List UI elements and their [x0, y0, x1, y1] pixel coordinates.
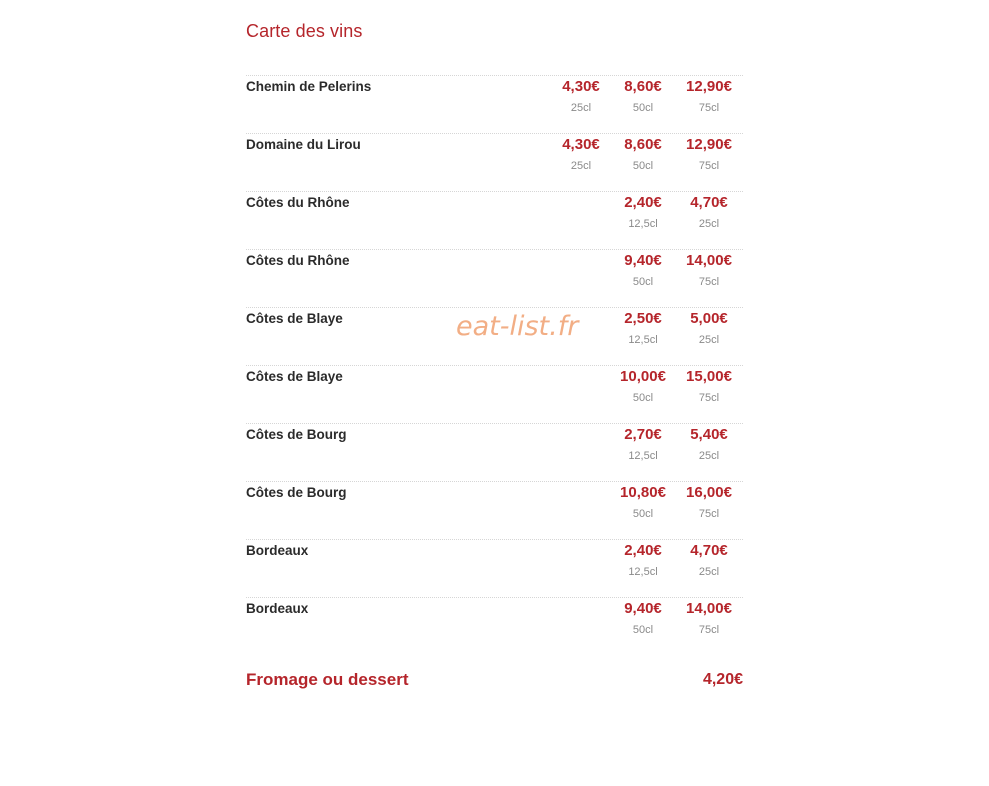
price-cell [546, 599, 616, 603]
volume: 50cl [632, 102, 654, 114]
wine-name: Bordeaux [246, 543, 309, 558]
volume: 50cl [632, 508, 654, 520]
price: 9,40€ [624, 600, 662, 617]
volume: 75cl [698, 624, 720, 636]
price: 4,70€ [690, 194, 728, 211]
wine-row [246, 133, 743, 191]
price: 4,30€ [562, 136, 600, 153]
price-cell [546, 367, 616, 371]
volume: 25cl [698, 218, 720, 230]
price-cell [674, 425, 744, 463]
wine-row [246, 75, 743, 133]
price: 8,60€ [624, 78, 662, 95]
dessert-price: 4,20€ [702, 671, 743, 688]
price-cell [546, 251, 616, 255]
price-cell [608, 483, 678, 521]
volume: 25cl [570, 160, 592, 172]
volume: 12,5cl [628, 566, 658, 578]
volume: 50cl [632, 624, 654, 636]
dessert-label: Fromage ou dessert [246, 670, 409, 689]
wine-row [246, 539, 743, 597]
price-cell [546, 425, 616, 429]
price: 9,40€ [624, 252, 662, 269]
price: 2,40€ [624, 542, 662, 559]
price-cell [608, 599, 678, 637]
wine-row [246, 365, 743, 423]
price: 2,40€ [624, 194, 662, 211]
wine-row [246, 191, 743, 249]
price-cell [608, 193, 678, 231]
wine-name: Côtes de Bourg [246, 427, 347, 442]
price: 8,60€ [624, 136, 662, 153]
volume: 50cl [632, 160, 654, 172]
price-cell [674, 541, 744, 579]
price-cell [608, 367, 678, 405]
volume: 25cl [698, 566, 720, 578]
wine-list [246, 75, 743, 655]
volume: 75cl [698, 508, 720, 520]
wine-name: Côtes de Blaye [246, 311, 343, 326]
menu-title: Carte des vins [246, 21, 363, 41]
volume: 25cl [698, 334, 720, 346]
wine-name: Chemin de Pelerins [246, 79, 372, 94]
price: 5,00€ [690, 310, 728, 327]
wine-name: Domaine du Lirou [246, 137, 361, 152]
price-cell [546, 135, 616, 173]
price-cell [546, 483, 616, 487]
price-cell [674, 599, 744, 637]
wine-name: Côtes de Blaye [246, 369, 343, 384]
price-cell [546, 541, 616, 545]
price-cell [608, 425, 678, 463]
price-cell [674, 251, 744, 289]
price: 14,00€ [686, 600, 732, 617]
price-cell [546, 77, 616, 115]
volume: 50cl [632, 276, 654, 288]
wine-row [246, 481, 743, 539]
price-cell [608, 541, 678, 579]
wine-row [246, 597, 743, 655]
wine-name: Côtes de Bourg [246, 485, 347, 500]
price-cell [546, 193, 616, 197]
price: 2,70€ [624, 426, 662, 443]
volume: 75cl [698, 102, 720, 114]
volume: 75cl [698, 276, 720, 288]
wine-name: Côtes du Rhône [246, 253, 350, 268]
price-cell [674, 135, 744, 173]
volume: 12,5cl [628, 218, 658, 230]
price-cell [608, 309, 678, 347]
price-cell [674, 193, 744, 231]
volume: 75cl [698, 392, 720, 404]
volume: 25cl [698, 450, 720, 462]
price-cell [674, 77, 744, 115]
watermark: eat-list.fr [456, 311, 579, 342]
price-cell [674, 483, 744, 521]
price: 4,30€ [562, 78, 600, 95]
volume: 25cl [570, 102, 592, 114]
wine-row [246, 423, 743, 481]
price: 12,90€ [686, 78, 732, 95]
volume: 12,5cl [628, 334, 658, 346]
price-cell [674, 367, 744, 405]
dessert-row [246, 670, 743, 694]
price: 10,00€ [620, 368, 666, 385]
price-cell [608, 251, 678, 289]
volume: 50cl [632, 392, 654, 404]
volume: 12,5cl [628, 450, 658, 462]
price: 12,90€ [686, 136, 732, 153]
price-cell [674, 309, 744, 347]
price: 4,70€ [690, 542, 728, 559]
price: 2,50€ [624, 310, 662, 327]
wine-row [246, 249, 743, 307]
volume: 75cl [698, 160, 720, 172]
wine-name: Côtes du Rhône [246, 195, 350, 210]
price: 14,00€ [686, 252, 732, 269]
price: 15,00€ [686, 368, 732, 385]
price-cell [608, 77, 678, 115]
wine-name: Bordeaux [246, 601, 309, 616]
price-cell [608, 135, 678, 173]
price: 16,00€ [686, 484, 732, 501]
price: 10,80€ [620, 484, 666, 501]
price: 5,40€ [690, 426, 728, 443]
